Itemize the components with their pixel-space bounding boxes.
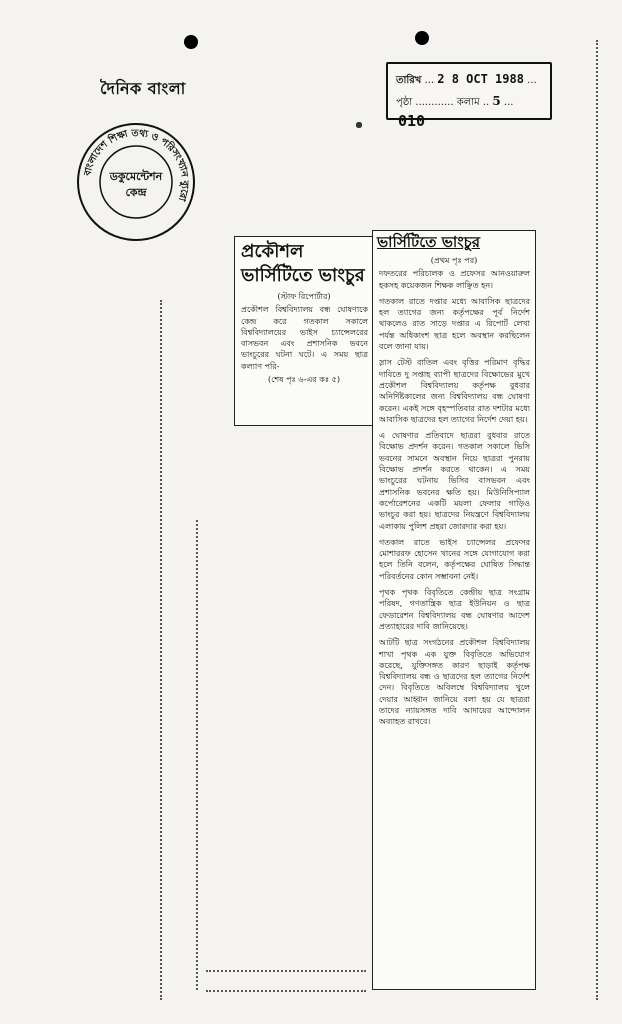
documentation-centre-seal — [74, 120, 198, 244]
punch-hole-right — [415, 31, 429, 45]
serial-number: 010 — [398, 112, 426, 130]
continuation-ref: (প্রথম পৃঃ পর) — [430, 256, 478, 265]
continuation-paragraph: গতকাল রাতে ভাইস চ্যান্সেলর প্রফেসর মোশাররফ হোসেন খানের সঙ্গে যোগাযোগ করা হলে তিনি বলেন, কর্তৃপক্ষের ঘোষিত সিদ্ধান্ত পরিবর্তনের কোন সম্ভাবনা নেই। — [379, 537, 530, 581]
date-label: তারিখ — [396, 75, 422, 86]
newspaper-name: দৈনিক বাংলা — [100, 79, 186, 98]
column-value: 5 — [492, 94, 501, 108]
ink-spot — [356, 122, 362, 128]
continuation-headline: ভার্সিটিতে ভাংচুর — [377, 233, 481, 251]
article-headline: ভার্সিটিতে ভাংচুর — [241, 265, 365, 286]
dotted-footer-line — [206, 990, 366, 992]
continuation-paragraph: আটটি ছাত্র সংগঠনের প্রকৌশল বিশ্ববিদ্যালয় শাখা পৃথক এক যুক্ত বিবৃতিতে অভিযোগ করেছে, যুক্তিসঙ্গত কারণ ছাড়াই কর্তৃপক্ষ বিশ্ববিদ্যালয় বন্ধ ও ছাত্রদের হল ত্যাগের নির্দেশ দেন। বিবৃতিতে অবিলম্বে বিশ্ববিদ্যালয় খুলে দেয়ার আহ্বান জানিয়ে বলা হয় যে ছাত্ররা তাদের ন্যায়সঙ্গত দাবি আদায়ের আন্দোলন অব্যাহত রাখবে। — [379, 638, 530, 727]
continuation-paragraph: স্লাস টেস্ট বাতিল এবং বৃত্তির পরিমাণ বৃদ্ধির দাবিতে দু সপ্তাহ ব্যাপী ছাত্রদের বিক্ষোভের মুখে প্রকৌশল বিশ্ববিদ্যালয় কর্তৃপক্ষ বুধবার অনির্দিষ্টকালের জন্য বিশ্ববিদ্যালয় বন্ধ ঘোষণা করেন। একই সঙ্গে বৃহস্পতিবার রাত দশটার মধ্যে আবাসিক ছাত্রদের হল ত্যাগের নির্দেশ দেয়া হয়। — [379, 358, 530, 424]
continuation-paragraph: এ ঘোষণার প্রতিবাদে ছাত্ররা বুধবার রাতে বিক্ষোভ প্রদর্শন করেন। গতকাল সকালে ভিসি ভবনের সামনে অবস্থান নিয়ে ছাত্ররা পুনরায় বিক্ষোভ প্রদর্শন করতে থাকেন। এ সময় ভাংচুরের ঘটনায় ভিসির বাসভবন এবং প্রশাসনিক ভবনের ক্ষতি হয়। মিউনিসিপ্যাল কর্পোরেশনের একটি ময়লা ফেলার গাড়িও ভাংচুর করা হয়। ছাত্রদের নিয়ন্ত্রণে বিশ্ববিদ্যালয় এলাকায় পুলিশ প্রহরা জোরদার করা হয়। — [379, 431, 530, 531]
dotted-margin-line — [196, 520, 198, 990]
continuation-paragraph: গতকাল রাতে দপ্তার মধ্যে আবাসিক ছাত্রদের হল ত্যাগের জন্য কর্তৃপক্ষের পূর্ব নির্দেশ থাকলেও রাত সাড়ে দপ্তার এ রিপোর্ট লেখা পর্যন্ত অধিকাংশ ছাত্র হলে অবস্থান করছিলেন বলে জানা যায়। — [379, 296, 530, 352]
seal-center-line2: কেন্দ্র — [125, 186, 147, 199]
continuation-paragraph: পৃথক পৃথক বিবৃতিতে কেন্দ্রীয় ছাত্র সংগ্রাম পরিষদ, গণতান্ত্রিক ছাত্র ইউনিয়ন ও ছাত্র ফেডারেশন বিশ্ববিদ্যালয় বন্ধ ঘোষণার আদেশ প্রত্যাহারের দাবি জানিয়েছে। — [379, 588, 530, 631]
news-clipping-front — [234, 236, 374, 426]
date-value: 2 8 OCT 1988 — [437, 72, 524, 86]
dotted-margin-line — [596, 40, 598, 1000]
date-stamp: তারিখ ... 2 8 OCT 1988 ... পৃষ্ঠা ............ কলাম .. 5 ... — [386, 62, 552, 120]
news-clipping-continuation — [372, 230, 536, 990]
dotted-margin-line — [160, 300, 162, 1000]
punch-hole-left — [184, 35, 198, 49]
article-continued-ref: (শেষ পৃঃ ৬-এর কঃ ৫) — [268, 375, 340, 385]
page-label: পৃষ্ঠা — [396, 97, 413, 108]
seal-ring-text: বাংলাদেশ শিক্ষা তথ্য ও পরিসংখ্যান ব্যুরো — [82, 127, 191, 203]
column-label: কলাম — [456, 97, 480, 108]
article-byline: (স্টাফ রিপোর্টার) — [277, 292, 331, 301]
article-lead: প্রকৌশল বিশ্ববিদ্যালয় বন্ধ ঘোষণাকে কেন্দ্র করে গতকাল সকালে বিশ্ববিদ্যালয়ের ভাইস চ্যান্সেলরের বাসভবন এবং প্রশাসনিক ভবনে ভাংচুরের ঘটনা ঘটে। এ সময় ছাত্র কল্যাণ পরি- — [241, 305, 368, 371]
seal-center-line1: ডকুমেন্টেশন — [109, 170, 163, 183]
article-kicker: প্রকৌশল — [241, 241, 304, 262]
dotted-footer-line — [206, 970, 366, 972]
continuation-paragraph: দফতরের পরিচালক ও প্রফেসর আনওয়ারুল হকসহ কয়েকজন শিক্ষক লাঞ্ছিত হন। — [379, 269, 530, 290]
